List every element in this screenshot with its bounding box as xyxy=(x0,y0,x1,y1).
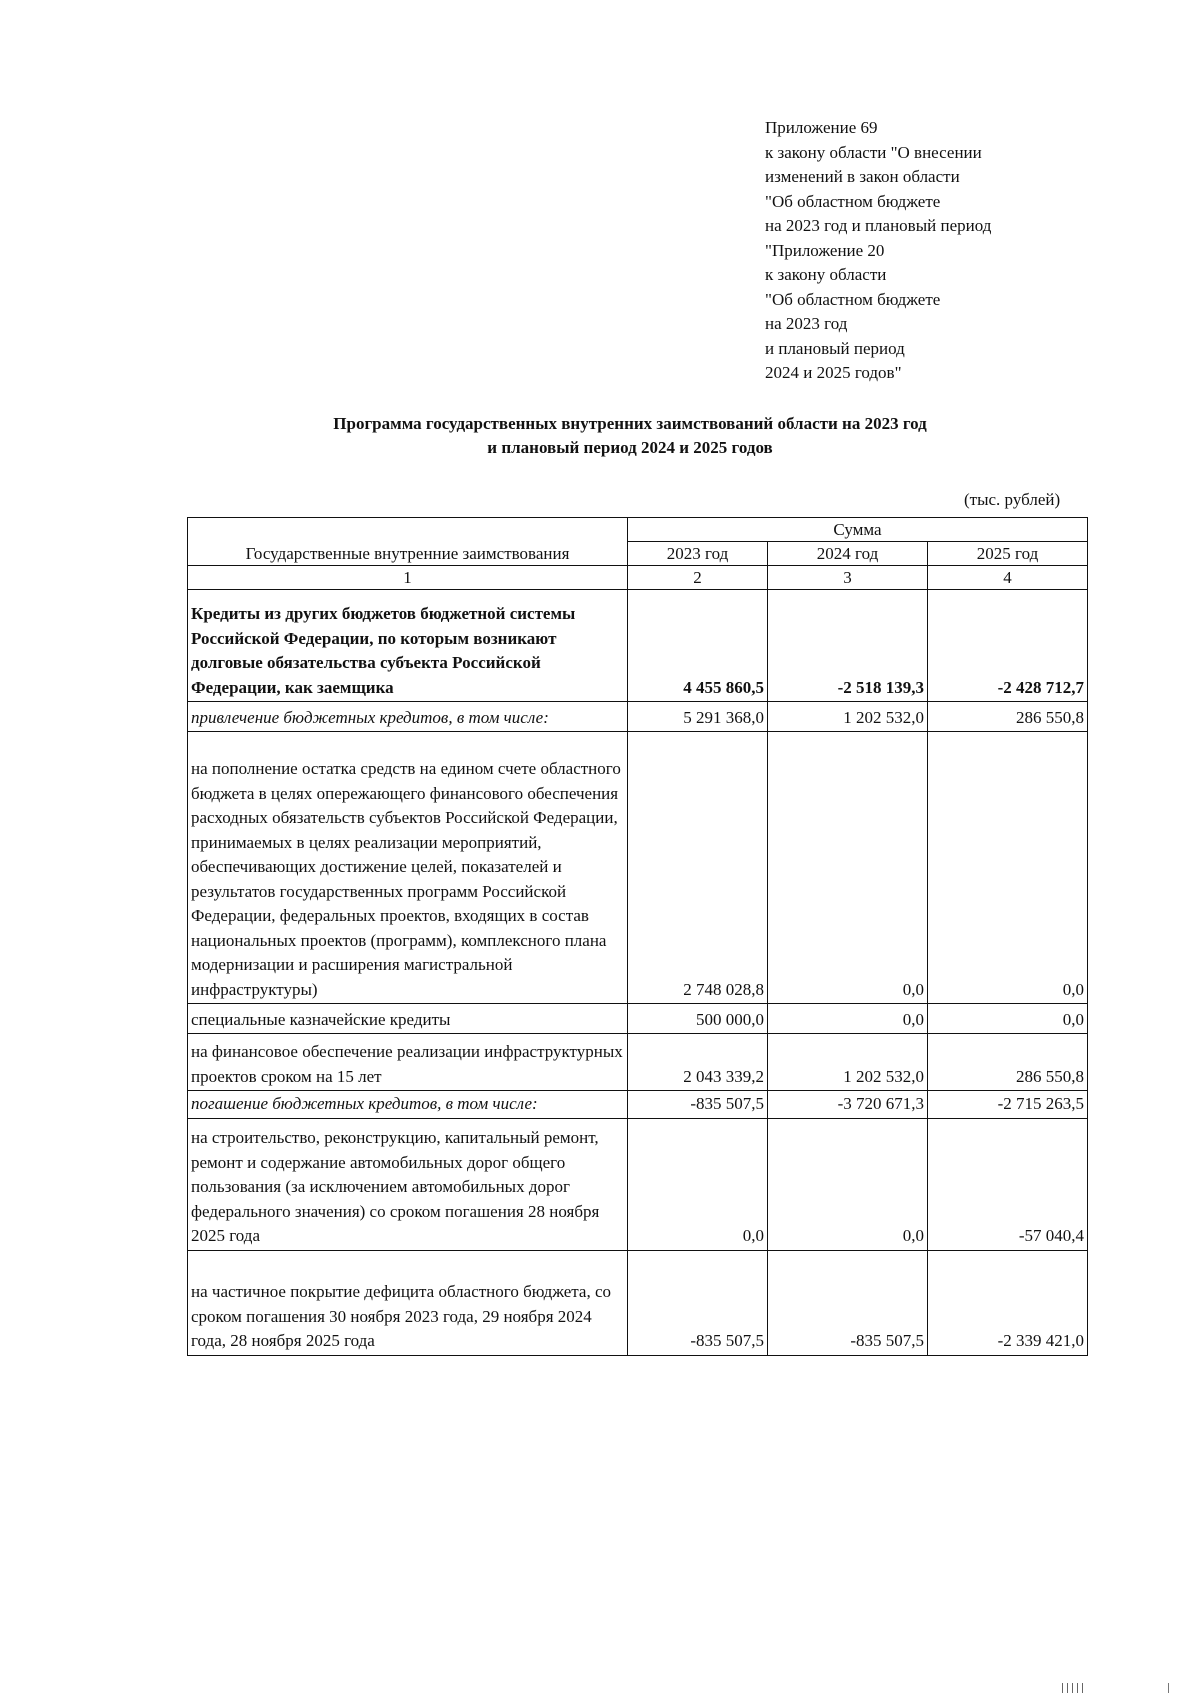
row-value: -57 040,4 xyxy=(928,1118,1088,1250)
appendix-line: "Об областном бюджете xyxy=(765,289,941,309)
row-label: на пополнение остатка средств на едином счете областного бюджета в целях опережающего финансового обеспечения расходных обязательств субъектов Российской Федерации, принимаемых в целях реализации мероприятий, обеспечивающих достижение целей, показателей и результатов государственных программ Российской Федерации, федеральных проектов, входящих в состав национальных проектов (программ), комплексного плана модернизации и расширения магистральной инфраструктуры) xyxy=(188,732,628,1004)
row-label: Кредиты из других бюджетов бюджетной системы Российской Федерации, по которым возникают долговые обязательства субъекта Российской Федерации, как заемщика xyxy=(188,590,628,702)
header-year-2023: 2023 год xyxy=(628,542,768,566)
appendix-line: к закону области "О внесении xyxy=(765,142,982,162)
row-label: на частичное покрытие дефицита областного бюджета, со сроком погашения 30 ноября 2023 года, 29 ноября 2024 года, 28 ноября 2025 года xyxy=(188,1250,628,1355)
appendix-line: 2024 и 2025 годов" xyxy=(765,363,902,382)
row-value: 2 748 028,8 xyxy=(628,732,768,1004)
row-label: на финансовое обеспечение реализации инфраструктурных проектов сроком на 15 лет xyxy=(188,1034,628,1091)
title-line-2: и плановый период 2024 и 2025 годов xyxy=(487,438,773,457)
row-value: 1 202 532,0 xyxy=(768,702,928,732)
table-row xyxy=(188,590,1088,702)
table-row xyxy=(188,1091,1088,1119)
column-number: 3 xyxy=(768,566,928,590)
row-label: привлечение бюджетных кредитов, в том числе: xyxy=(188,702,628,732)
header-name-column: Государственные внутренние заимствования xyxy=(188,518,628,566)
row-value: 0,0 xyxy=(768,1118,928,1250)
header-sum: Сумма xyxy=(628,518,1088,542)
table-row xyxy=(188,1118,1088,1250)
appendix-line: "Приложение 20 xyxy=(765,240,885,260)
borrowing-program-table xyxy=(187,517,1088,1356)
appendix-line: "Об областном бюджете xyxy=(765,191,941,211)
appendix-reference xyxy=(765,116,991,386)
scan-mark xyxy=(1062,1683,1084,1693)
row-label: специальные казначейские кредиты xyxy=(188,1004,628,1034)
table-column-numbers-row xyxy=(188,566,1088,590)
table-row xyxy=(188,1004,1088,1034)
table-row xyxy=(188,732,1088,1004)
row-value: 0,0 xyxy=(928,1004,1088,1034)
appendix-line: Приложение 69 xyxy=(765,118,878,137)
header-year-2025: 2025 год xyxy=(928,542,1088,566)
table-row xyxy=(188,702,1088,732)
row-value: 0,0 xyxy=(628,1118,768,1250)
appendix-line: изменений в закон области xyxy=(765,167,960,186)
row-value: -3 720 671,3 xyxy=(768,1091,928,1119)
table-row xyxy=(188,1034,1088,1091)
appendix-line: к закону области xyxy=(765,265,887,284)
row-value: -2 339 421,0 xyxy=(928,1250,1088,1355)
row-value: 0,0 xyxy=(928,732,1088,1004)
row-value: 4 455 860,5 xyxy=(628,590,768,702)
row-value: 286 550,8 xyxy=(928,1034,1088,1091)
row-value: -835 507,5 xyxy=(628,1250,768,1355)
column-number: 1 xyxy=(188,566,628,590)
row-value: 500 000,0 xyxy=(628,1004,768,1034)
title-line-1: Программа государственных внутренних заимствований области на 2023 год xyxy=(333,414,927,433)
table-header-row xyxy=(188,518,1088,542)
table-row xyxy=(188,1250,1088,1355)
row-value: -835 507,5 xyxy=(768,1250,928,1355)
appendix-line: и плановый период xyxy=(765,338,905,358)
row-label: на строительство, реконструкцию, капитальный ремонт, ремонт и содержание автомобильных дорог общего пользования (за исключением автомобильных дорог федерального значения) со сроком погашения 28 ноября 2025 года xyxy=(188,1118,628,1250)
column-number: 4 xyxy=(928,566,1088,590)
row-value: 286 550,8 xyxy=(928,702,1088,732)
row-value: 0,0 xyxy=(768,732,928,1004)
row-label: погашение бюджетных кредитов, в том числе: xyxy=(188,1091,628,1119)
header-year-2024: 2024 год xyxy=(768,542,928,566)
row-value: 2 043 339,2 xyxy=(628,1034,768,1091)
units-label: (тыс. рублей) xyxy=(964,490,1061,509)
document-title xyxy=(180,412,1080,460)
row-value: -835 507,5 xyxy=(628,1091,768,1119)
row-value: 0,0 xyxy=(768,1004,928,1034)
scan-mark xyxy=(1168,1683,1169,1693)
row-value: 5 291 368,0 xyxy=(628,702,768,732)
row-value: -2 715 263,5 xyxy=(928,1091,1088,1119)
row-value: -2 518 139,3 xyxy=(768,590,928,702)
appendix-line: на 2023 год xyxy=(765,314,848,333)
row-value: -2 428 712,7 xyxy=(928,590,1088,702)
appendix-line: на 2023 год и плановый период xyxy=(765,216,992,235)
column-number: 2 xyxy=(628,566,768,590)
row-value: 1 202 532,0 xyxy=(768,1034,928,1091)
